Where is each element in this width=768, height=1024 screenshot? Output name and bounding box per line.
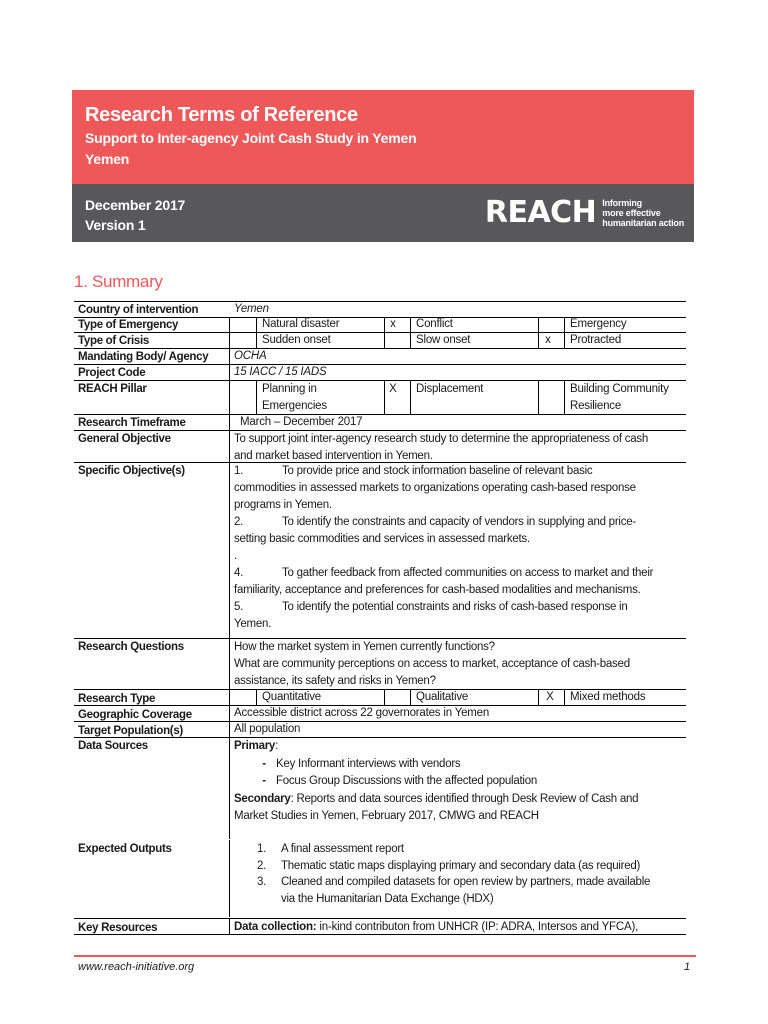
option-mark: x [545,334,551,346]
option-emergency: Emergency [570,318,627,330]
output-item-2 [257,858,677,875]
row-label: Target Population(s) [78,725,183,737]
tagline-line-3: humanitarian action [602,218,684,228]
label-colon: : [275,740,279,752]
table-row-target-population [74,722,686,738]
table-row-research-questions [74,639,686,690]
option-qualitative: Qualitative [416,691,469,703]
table-row-timeframe [74,415,686,431]
table-row-pillar [74,381,686,415]
option-displacement: Displacement [416,383,484,395]
table-row-geographic-coverage [74,706,686,722]
document-date: December 2017 [85,197,186,213]
row-label: Geographic Coverage [78,709,192,721]
item-number: 2. [234,516,244,528]
expected-outputs-list [257,841,677,907]
data-sources-text [234,738,674,826]
option-planning-in-emergencies [262,381,327,415]
output-item-1 [257,841,677,858]
table-row-emergency [74,317,686,333]
option-mark: X [546,691,554,703]
option-mark: x [390,318,396,330]
reach-logo-word: REACH [484,195,597,230]
table-row-general-objective [74,431,686,463]
section-title-summary: 1. Summary [74,272,163,291]
text-line: To gather feedback from affected communities on access to market and their [282,567,654,579]
row-value: Accessible district across 22 governorates in Yemen [234,707,490,719]
table-row-specific-objectives [74,463,686,639]
objective-item-4 [234,565,674,582]
item-number: 1. [257,843,267,855]
text-line: To identify the constraints and capacity of vendors in supplying and price- [282,516,636,528]
option-protracted: Protracted [570,334,622,346]
text-line: To support joint inter-agency research study to determine the appropriateness of cash [234,433,649,445]
research-questions-text [234,639,674,690]
document-subtitle: Support to Inter-agency Joint Cash Study in Yemen [85,130,417,146]
output-item-3 [257,874,677,891]
item-number: 1. [234,465,244,477]
option-line: Emergencies [262,400,327,412]
resources-bold: Data collection: [234,921,317,933]
row-value: Yemen [234,303,269,315]
tagline-line-1: Informing [602,198,642,208]
row-label: Research Timeframe [78,417,186,429]
row-label: Expected Outputs [78,843,172,855]
row-value: March – December 2017 [240,416,363,428]
row-label: Research Questions [78,641,184,653]
option-mixed-methods: Mixed methods [570,691,646,703]
text-line: To identify the potential constraints and risks of cash-based response in [282,601,628,613]
primary-label: Primary [234,740,276,752]
table-row-crisis [74,333,686,349]
footer-divider [74,955,696,957]
option-line: Planning in [262,383,317,395]
row-label: Research Type [78,693,156,705]
option-building-community-resilience [570,381,669,415]
text-line: commodities in assessed markets to organizations operating cash-based response [234,482,636,494]
row-label: Type of Crisis [78,335,149,347]
row-label: Mandating Body/ Agency [78,351,209,363]
row-label: REACH Pillar [78,383,147,395]
option-line: Resilience [570,400,622,412]
row-label: Data Sources [78,740,148,752]
document-title: Research Terms of Reference [85,104,358,126]
document-country: Yemen [85,151,130,167]
bullet-dash: - [262,757,266,770]
option-sudden-onset: Sudden onset [262,334,331,346]
document-version: Version 1 [85,217,146,233]
bullet-text: Focus Group Discussions with the affected population [276,775,538,787]
text-line: familiarity, acceptance and preferences for cash-based modalities and mechanisms. [234,584,641,596]
item-number: 4. [234,567,244,579]
specific-objectives-list [234,463,674,633]
option-conflict: Conflict [416,318,453,330]
option-natural-disaster: Natural disaster [262,318,340,330]
row-label: General Objective [78,433,171,445]
reach-logo [485,196,684,230]
text-line: and market based intervention in Yemen. [234,450,433,462]
row-label: Project Code [78,367,146,379]
text-line: How the market system in Yemen currently functions? [234,641,495,653]
bullet-dash: - [262,775,266,787]
primary-bullet-2 [234,773,674,791]
general-objective-text [234,431,674,465]
table-row-data-sources [74,738,686,839]
table-row-mandating [74,349,686,365]
row-value [234,919,674,935]
header-meta-banner [72,184,694,242]
tagline-line-2: more effective [602,208,661,218]
primary-heading [234,738,674,756]
resources-text: in-kind contributon from UNHCR (IP: ADRA, Intersos and YFCA), [316,921,639,933]
text-line: Yemen. [234,618,272,630]
row-value: All population [234,723,301,735]
row-value: OCHA [234,350,267,362]
text-line: What are community perceptions on access to market, acceptance of cash-based [234,658,630,670]
text-line: Thematic static maps displaying primary and secondary data (as required) [281,859,641,872]
option-mark: X [389,383,397,395]
text-line: To provide price and stock information baseline of relevant basic [282,465,593,477]
primary-bullet-1 [234,756,674,774]
table-row-project-code [74,365,686,381]
text-line: Cleaned and compiled datasets for open review by partners, made available [281,876,651,888]
objective-item-1 [234,463,674,480]
text-line: A final assessment report [281,843,404,855]
objective-item-5 [234,599,674,616]
reach-logo-tagline [602,198,684,228]
text-line: setting basic commodities and services in assessed markets. [234,533,530,545]
row-label: Key Resources [78,922,158,934]
header-banner [72,90,694,184]
option-quantitative: Quantitative [262,691,321,703]
text-line: Market Studies in Yemen, February 2017, CMWG and REACH [234,810,539,822]
footer-url-link[interactable]: www.reach-initiative.org [78,961,195,973]
table-row-expected-outputs [74,840,686,917]
option-slow-onset: Slow onset [416,334,471,346]
item-number: 3. [257,876,267,888]
secondary-line [234,791,674,809]
table-row-research-type [74,690,686,706]
text-line: via the Humanitarian Data Exchange (HDX) [281,892,494,905]
secondary-label: Secondary [234,792,291,805]
item-number: 2. [257,859,267,872]
text-line: . [234,550,237,562]
item-number: 5. [234,601,244,613]
row-label: Type of Emergency [78,319,179,331]
table-row-key-resources [74,918,686,935]
page-number: 1 [684,961,691,973]
row-value: 15 IACC / 15 IADS [234,366,327,378]
text-line: programs in Yemen. [234,499,332,511]
text-line: assistance, its safety and risks in Yemen? [234,675,436,687]
text-line: : Reports and data sources identified through Desk Review of Cash and [290,792,639,805]
bullet-text: Key Informant interviews with vendors [276,757,461,770]
objective-item-2 [234,514,674,531]
option-line: Building Community [570,383,669,395]
row-label: Specific Objective(s) [78,465,185,477]
row-label: Country of intervention [78,304,199,316]
